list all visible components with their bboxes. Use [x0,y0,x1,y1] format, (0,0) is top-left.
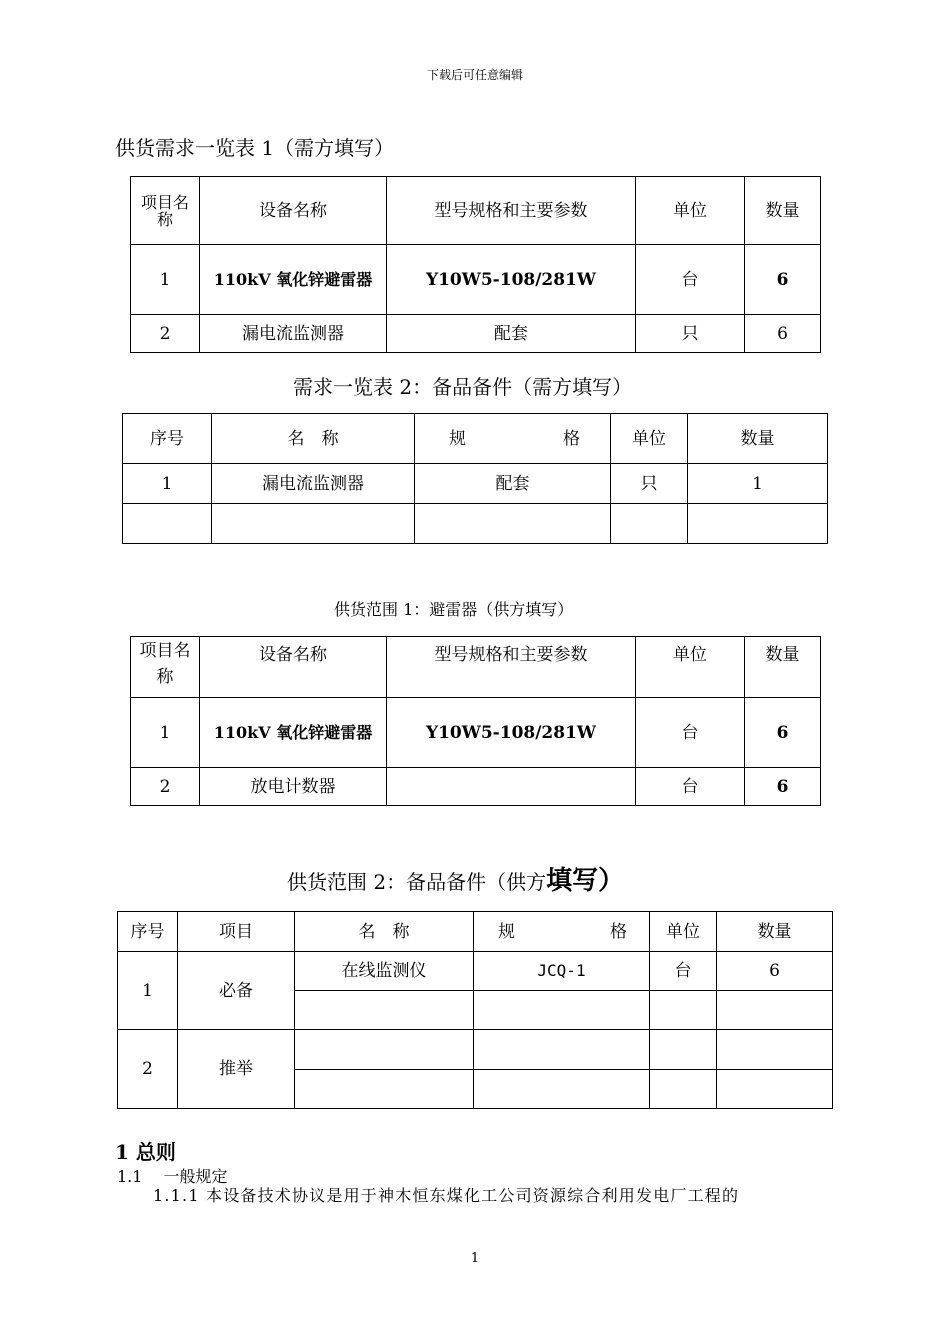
supply-table-2 [117,911,833,1109]
cell: 放电计数器 [200,768,387,806]
cell: JCQ-1 [474,952,650,991]
cell: 台 [650,952,717,991]
header-cell: 设备名称 [200,177,387,245]
header-cell: 数量 [745,177,821,245]
cell [650,1030,717,1070]
cell [717,1070,833,1109]
cell: 1 [131,245,200,315]
cell [474,991,650,1030]
cell [295,1070,474,1109]
table1-title: 供货需求一览表 1（需方填写） [115,136,395,160]
cell-item: 必备 [178,952,295,1030]
cell-no: 2 [118,1030,178,1109]
table-row [123,504,828,544]
cell [415,504,611,544]
header-cell-spec [474,912,650,952]
cell [295,1030,474,1070]
table-row [118,952,833,991]
cell: Y10W5-108/281W [387,245,636,315]
spec-char: 格 [563,428,580,449]
cell: 110kV 氧化锌避雷器 [200,245,387,315]
cell: 台 [636,245,745,315]
table-row [118,1030,833,1070]
cell [688,504,828,544]
cell: 1 [688,464,828,504]
header-cell: 序号 [118,912,178,952]
header-cell: 型号规格和主要参数 [387,177,636,245]
page-header: 下载后可任意编辑 [426,68,523,82]
header-cell: 名 称 [212,414,415,464]
cell: 台 [636,698,745,768]
cell: 6 [745,768,821,806]
header-cell: 数量 [745,637,821,698]
body-paragraph: 1.1.1 本设备技术协议是用于神木恒东煤化工公司资源综合利用发电厂工程的 [153,1186,740,1205]
cell [123,504,212,544]
cell [474,1070,650,1109]
spec-char: 规 [449,428,466,449]
cell-item: 推举 [178,1030,295,1109]
page-number: 1 [470,1251,480,1266]
header-cell: 名 称 [295,912,474,952]
table-header-row [118,912,833,952]
header-cell: 单位 [611,414,688,464]
cell [295,991,474,1030]
subsection-heading: 1.1 一般规定 [117,1167,228,1186]
cell [717,991,833,1030]
table-row [131,768,821,806]
table-header-row [123,414,828,464]
header-cell: 数量 [688,414,828,464]
cell: 只 [636,315,745,353]
header-cell: 序号 [123,414,212,464]
header-cell: 数量 [717,912,833,952]
table-row [131,245,821,315]
cell: 漏电流监测器 [212,464,415,504]
spec-char: 规 [498,921,515,942]
cell: 6 [717,952,833,991]
cell: 6 [745,698,821,768]
header-cell: 设备名称 [200,637,387,698]
spec-char: 格 [610,921,627,942]
table-row [131,315,821,353]
header-cell: 型号规格和主要参数 [387,637,636,698]
header-cell: 单位 [650,912,717,952]
cell: 在线监测仪 [295,952,474,991]
cell [611,504,688,544]
table-row [123,464,828,504]
cell: 漏电流监测器 [200,315,387,353]
header-cell: 单位 [636,177,745,245]
demand-table-2 [122,413,828,544]
cell [387,768,636,806]
table2-title: 需求一览表 2：备品备件（需方填写） [293,375,633,399]
table-header-row [131,637,821,698]
cell: 6 [745,245,821,315]
cell-no: 1 [118,952,178,1030]
table4-title-main: 供货范围 2：备品备件（供方 [287,870,547,894]
header-cell-spec [415,414,611,464]
header-cell: 项目 [178,912,295,952]
header-cell: 单位 [636,637,745,698]
demand-table-1 [130,176,821,353]
cell: 配套 [415,464,611,504]
table-row [131,698,821,768]
supply-table-1 [130,636,821,806]
cell: 台 [636,768,745,806]
table4-title [287,860,624,897]
cell: 只 [611,464,688,504]
section-heading: 1 总则 [115,1140,176,1164]
cell: 6 [745,315,821,353]
cell [717,1030,833,1070]
cell: 配套 [387,315,636,353]
cell: 2 [131,768,200,806]
cell: 2 [131,315,200,353]
table4-title-emphasis: 填写） [546,866,625,896]
table-header-row [131,177,821,245]
cell: Y10W5-108/281W [387,698,636,768]
header-cell: 项目名称 [131,637,200,698]
cell [474,1030,650,1070]
cell [650,1070,717,1109]
cell: 1 [131,698,200,768]
table3-title: 供货范围 1：避雷器（供方填写） [334,600,574,619]
cell: 1 [123,464,212,504]
cell [650,991,717,1030]
header-cell: 项目名称 [131,177,200,245]
cell: 110kV 氧化锌避雷器 [200,698,387,768]
cell [212,504,415,544]
